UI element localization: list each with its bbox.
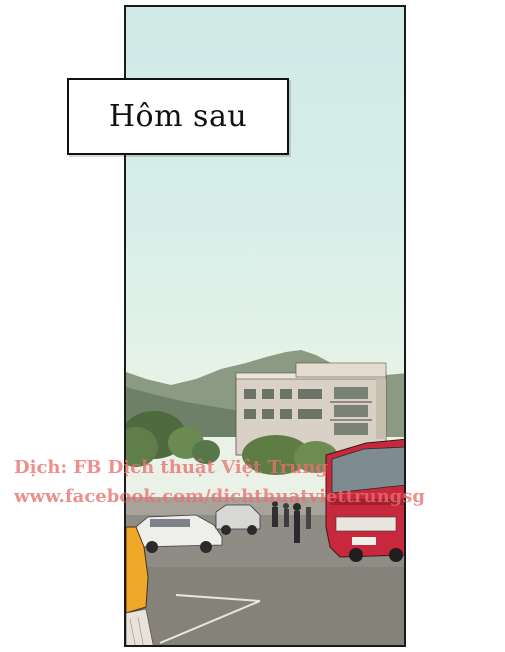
watermark-facebook-url: www.facebook.com/dichthuatviettrungsg xyxy=(14,486,425,507)
caption-box xyxy=(67,78,289,155)
watermark-translator-credit: Dịch: FB Dịch thuật Việt Trung xyxy=(14,457,329,478)
caption-text: Hôm sau xyxy=(108,99,248,134)
road-lower xyxy=(126,567,406,647)
